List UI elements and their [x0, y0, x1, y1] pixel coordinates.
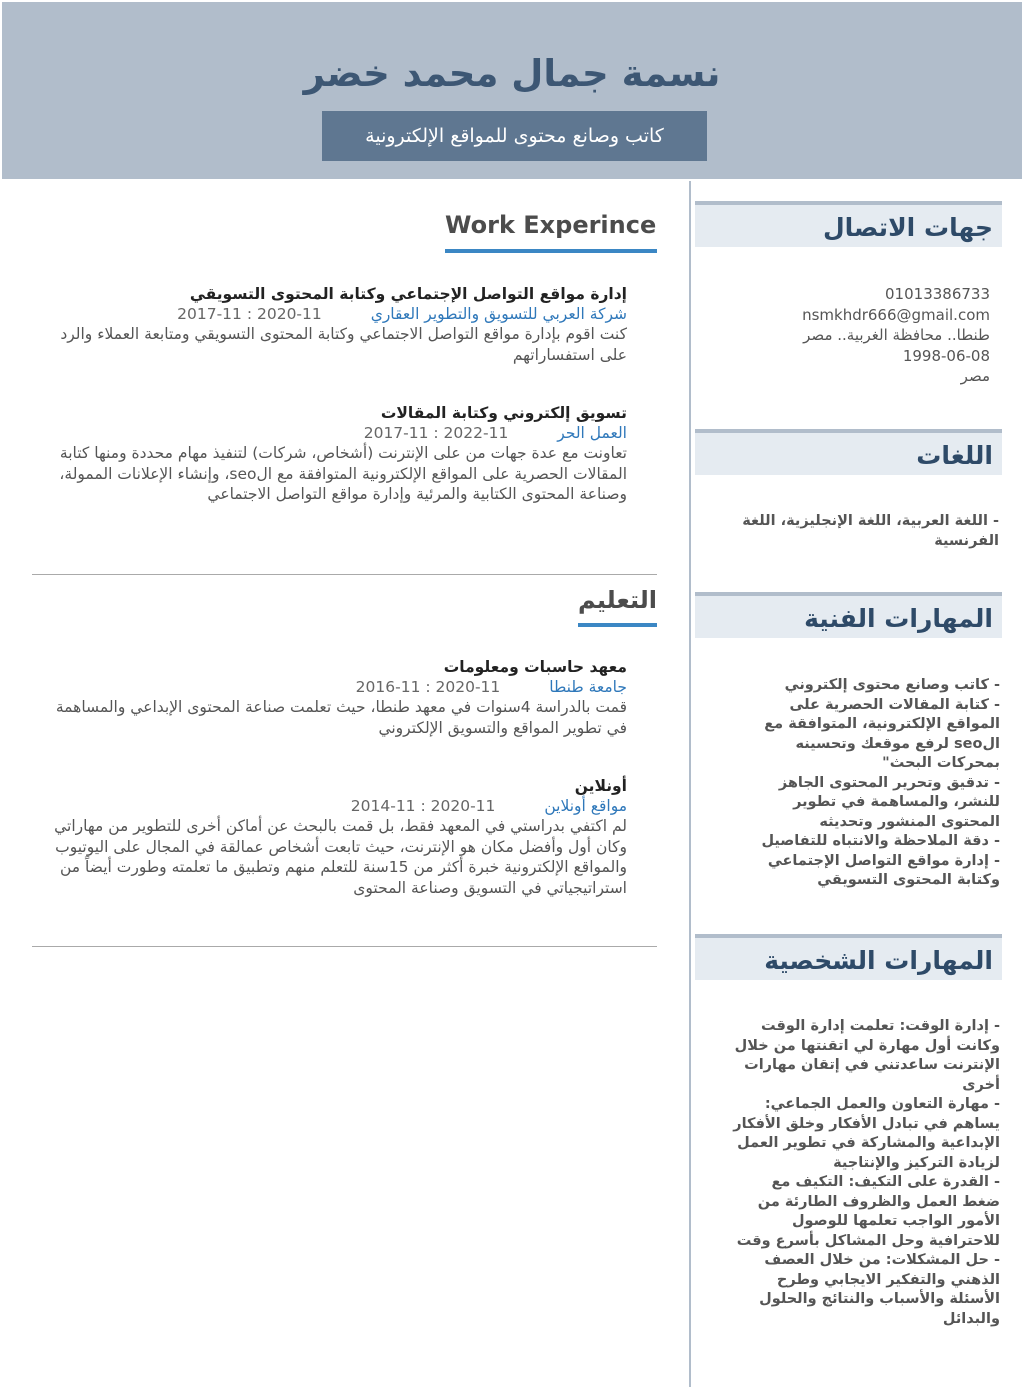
languages-list [709, 512, 999, 551]
education-entry [47, 657, 627, 738]
entry-meta [47, 677, 627, 697]
entry-title: تسويق إلكتروني وكتابة المقالات [380, 404, 627, 422]
list-item: - كاتب وصانع محتوى إلكتروني [784, 677, 1000, 693]
list-item: - إدارة الوقت: تعلمت إدارة الوقت وكانت أول مهارة لي اتقنتها من خلال الإنترنت ساعدتني في إتقان مهارات أخرى [734, 1018, 1000, 1093]
entry-meta [47, 423, 627, 443]
contact-heading-box [695, 201, 1002, 247]
entry-title: معهد حاسبات ومعلومات [443, 658, 627, 676]
phone-number: 01013386733 [885, 285, 990, 303]
list-item: - كتابة المقالات الحصرية على المواقع الإلكترونية، المتوافقة مع الseo لرفع موقعك وتحسينه بمحركات البحث" [764, 696, 1000, 771]
soft-skills-heading: المهارات الشخصية [764, 946, 993, 975]
entry-description: تعاونت مع عدة جهات من على الإنترنت (أشخاص، شركات) لتنفيذ مهام محددة ومنها كتابة المقالات الحصرية على المواقع الإلكترونية المتوافقة مع الseo، وإنشاء الإعلانات الممولة، وصناعة المحتوى الكتابية والمرئية وإدارة مواقع التواصل الاجتماعي [59, 444, 627, 503]
address: طنطا.. محافظة الغربية.. مصر [803, 326, 990, 344]
country: مصر [960, 367, 990, 385]
work-heading-text: Work Experince [445, 211, 657, 239]
soft-skills-list [730, 1017, 1000, 1329]
entry-description: قمت بالدراسة 4سنوات في معهد طنطا، حيث تعلمت صناعة المحتوى الإبداعي والمساهمة في تطوير المواقع والتسويق الإلكتروني [55, 698, 627, 737]
header-banner [2, 2, 1022, 179]
tech-skills-heading: المهارات الفنية [804, 604, 993, 633]
work-entry [47, 284, 627, 365]
entry-description: لم اكتفي بدراستي في المعهد فقط، بل قمت بالبحث عن أماكن أخرى للتطوير من مهاراتي وكان أول وأفضل مكان هو الإنترنت، حيث تابعت أشخاص عمالقة في المجال على اليوتيوب والمواقع الإلكترونية خبرة أكثر من 15سنة للتعلم منهم وتطبيق ما تعلمته وطورت أيضاً من استراتيجياتي في التسويق وصناعة المحتوى [54, 817, 627, 897]
education-heading-text: التعليم [578, 586, 657, 614]
entry-date: 2017-11 : 2020-11 [177, 305, 322, 323]
entry-org: شركة العربي للتسويق والتطوير العقاري [370, 305, 627, 323]
entry-date: 2016-11 : 2020-11 [355, 678, 501, 696]
entry-org: جامعة طنطا [549, 678, 627, 696]
entry-org: العمل الحر [557, 424, 627, 442]
education-entry [47, 776, 627, 898]
entry-title: إدارة مواقع التواصل الإجتماعي وكتابة المحتوى التسويقي [189, 285, 627, 303]
education-heading [578, 586, 657, 614]
languages-heading: اللغات [916, 441, 993, 470]
entry-date: 2017-11 : 2022-11 [363, 424, 509, 442]
email-address[interactable]: nsmkhdr666@gmail.com [802, 305, 990, 324]
entry-title: أونلاين [574, 777, 627, 795]
list-item: - القدرة على التكيف: التكيف مع ضغط العمل والظروف الطارئة من الأمور الواجب تعلمها للوصول للاحترافية وحل المشاكل بأسرع وقت [736, 1174, 1000, 1249]
section-divider [32, 946, 657, 947]
job-title-badge: كاتب وصانع محتوى للمواقع الإلكترونية [322, 111, 707, 161]
contact-heading: جهات الاتصال [822, 213, 993, 242]
person-name: نسمة جمال محمد خضر [303, 52, 721, 95]
tech-skills-list [735, 676, 1000, 891]
section-divider [32, 574, 657, 575]
list-item: - حل المشكلات: من خلال العصف الذهني والتفكير الايجابي وطرح الأسئلة والأسباب والنتائج والحلول والبدائل [759, 1252, 1000, 1327]
entry-description: كنت اقوم بإدارة مواقع التواصل الاجتماعي وكتابة المحتوى التسويقي ومتابعة العملاء والرد على استفساراتهم [60, 325, 627, 364]
list-item: - اللغة العربية، اللغة الإنجليزية، اللغة الفرنسية [742, 513, 999, 549]
entry-meta [47, 796, 627, 816]
work-entry [47, 403, 627, 505]
work-heading [445, 211, 657, 239]
languages-heading-box [695, 429, 1002, 475]
entry-meta [47, 304, 627, 324]
tech-skills-heading-box [695, 592, 1002, 638]
entry-date: 2014-11 : 2020-11 [350, 797, 496, 815]
list-item: - دقة الملاحظة والانتباه للتفاصيل [761, 833, 1000, 849]
birthdate: 1998-06-08 [902, 346, 990, 365]
contact-list [802, 284, 990, 387]
list-item: - تدقيق وتحرير المحتوى الجاهز للنشر، والمساهمة في تطوير المحتوى المنشور وتحديثه [778, 774, 1000, 830]
education-heading-underline [578, 623, 657, 627]
soft-skills-heading-box [695, 934, 1002, 980]
work-heading-underline [445, 249, 657, 253]
column-divider [689, 181, 691, 1387]
list-item: - إدارة مواقع التواصل الإجتماعي وكتابة المحتوى التسويقي [767, 852, 1000, 888]
entry-org: مواقع أونلاين [544, 797, 627, 815]
list-item: - مهارة التعاون والعمل الجماعي: يساهم في تبادل الأفكار وخلق الأفكار الإبداعية والمشاركة في تطوير العمل لزيادة التركيز والإنتاجية [733, 1096, 1000, 1171]
